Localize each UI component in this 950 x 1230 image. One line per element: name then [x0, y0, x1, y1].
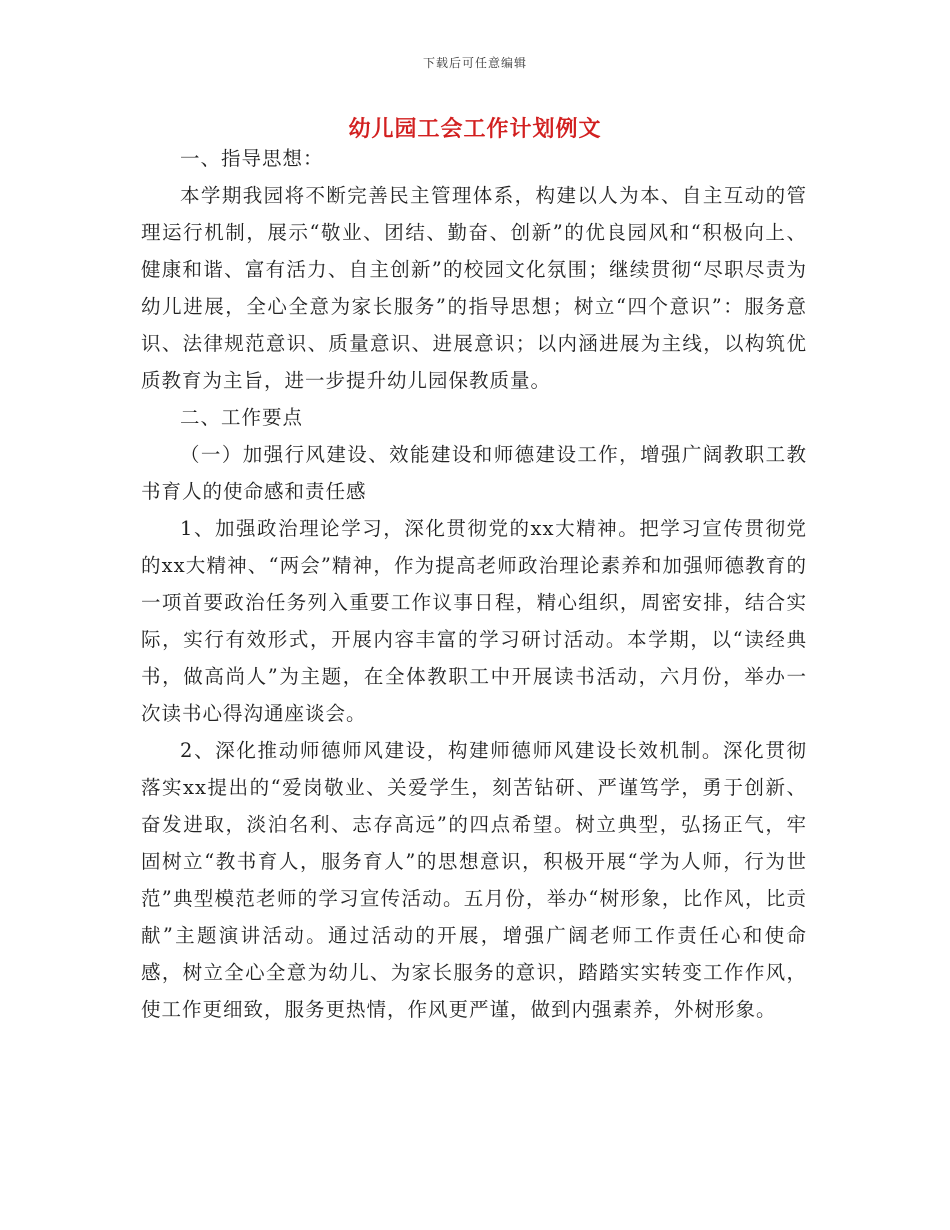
subheading-conduct-building: （一）加强行风建设、效能建设和师德建设工作，增强广阔教职工教书育人的使命感和责任感 [141, 443, 807, 503]
paragraph-guiding-thought: 本学期我园将不断完善民主管理体系，构建以人为本、自主互动的管理运行机制，展示“敬业、团结、勤奋、创新”的优良园风和“积极向上、健康和谐、富有活力、自主创新”的校园文化氛围；继续贯彻“尽职尽责为幼儿进展，全心全意为家长服务”的指导思想；树立“四个意识”：服务意识、法律规范意识、质量意识、进展意识；以内涵进展为主线，以构筑优质教育为主旨，进一步提升幼儿园保教质量。 [141, 184, 807, 392]
paragraph-item-1: 1、加强政治理论学习，深化贯彻党的xx大精神。把学习宣传贯彻党的xx大精神、“两会”精神，作为提高老师政治理论素养和加强师德教育的一项首要政治任务列入重要工作议事日程，精心组织，周密安排，结合实际，实行有效形式，开展内容丰富的学习研讨活动。本学期，以“读经典书，做高尚人”为主题，在全体教职工中开展读书活动，六月份，举办一次读书心得沟通座谈会。 [141, 517, 807, 725]
header-note: 下载后可任意编辑 [422, 56, 527, 70]
section-heading-work-points: 二、工作要点 [180, 406, 304, 429]
document-body [141, 140, 807, 1028]
section-heading-guiding-thought: 一、指导思想： [180, 147, 324, 170]
paragraph-item-2: 2、深化推动师德师风建设，构建师德师风建设长效机制。深化贯彻落实xx提出的“爱岗敬业、关爱学生，刻苦钻研、严谨笃学，勇于创新、奋发进取，淡泊名利、志存高远”的四点希望。树立典型，弘扬正气，牢固树立“教书育人，服务育人”的思想意识，积极开展“学为人师，行为世范”典型模范老师的学习宣传活动。五月份，举办“树形象，比作风，比贡献”主题演讲活动。通过活动的开展，增强广阔老师工作责任心和使命感，树立全心全意为幼儿、为家长服务的意识，踏踏实实转变工作作风，使工作更细致，服务更热情，作风更严谨，做到内强素养，外树形象。 [141, 739, 807, 1021]
document-title: 幼儿园工会工作计划例文 [348, 116, 602, 142]
